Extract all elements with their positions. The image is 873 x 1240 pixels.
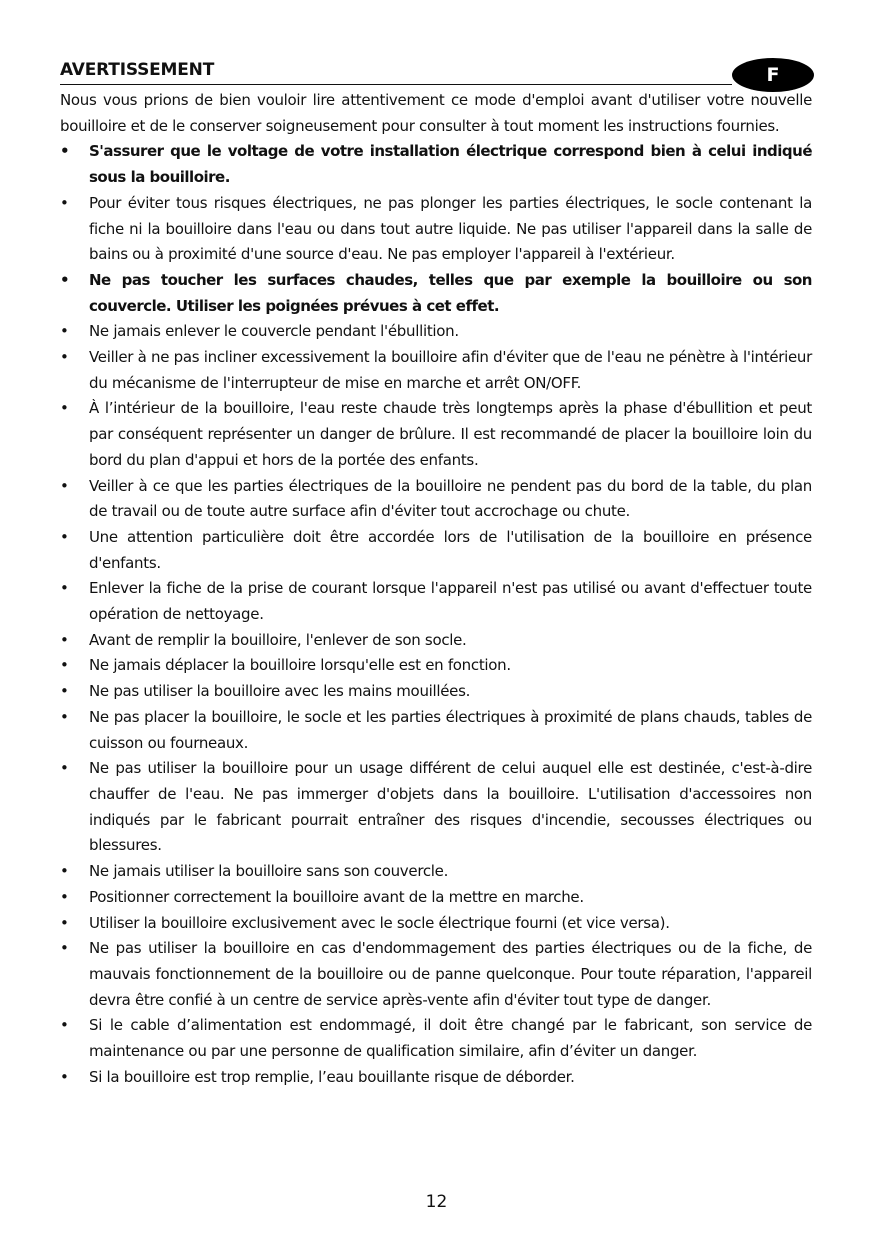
list-item: • Veiller à ne pas incliner excessivement la bouilloire afin d'éviter que de l'eau ne pénètre à l'intérieur du mécanisme de l'interrupteur de mise en marche et arrêt ON/OFF. [60, 345, 812, 396]
list-item: • Si la bouilloire est trop remplie, l’eau bouillante risque de déborder. [60, 1065, 812, 1091]
list-item: • Ne pas utiliser la bouilloire en cas d'endommagement des parties électriques ou de la fiche, de mauvais fonctionnement de la bouilloire ou de panne quelconque. Pour toute réparation, l'appareil devra être confié à un centre de service après-vente afin d'éviter tout type de danger. [60, 936, 812, 1013]
title-underline [60, 84, 732, 85]
list-item: • Positionner correctement la bouilloire avant de la mettre en marche. [60, 885, 812, 911]
list-item: • Ne jamais utiliser la bouilloire sans son couvercle. [60, 859, 812, 885]
list-item: • Ne pas toucher les surfaces chaudes, telles que par exemple la bouilloire ou son couvercle. Utiliser les poignées prévues à cet effet. [60, 268, 812, 319]
warning-list [60, 139, 812, 1090]
page-header [60, 58, 812, 88]
warning-content [60, 88, 812, 1090]
page-number: 12 [425, 1192, 448, 1212]
list-item: • Une attention particulière doit être accordée lors de l'utilisation de la bouilloire en présence d'enfants. [60, 525, 812, 576]
language-badge: F [732, 58, 814, 92]
list-item: • Enlever la fiche de la prise de courant lorsque l'appareil n'est pas utilisé ou avant d'effectuer toute opération de nettoyage. [60, 576, 812, 627]
list-item: • Ne pas utiliser la bouilloire pour un usage différent de celui auquel elle est destinée, c'est-à-dire chauffer de l'eau. Ne pas immerger d'objets dans la bouilloire. L'utilisation d'accessoires non indiqués par le fabricant pourrait entraîner des risques d'incendie, secousses électriques ou blessures. [60, 756, 812, 859]
list-item: • Veiller à ce que les parties électriques de la bouilloire ne pendent pas du bord de la table, du plan de travail ou de toute autre surface afin d'éviter tout accrochage ou chute. [60, 474, 812, 525]
section-title: AVERTISSEMENT [60, 60, 215, 80]
list-item: • Ne jamais enlever le couvercle pendant l'ébullition. [60, 319, 812, 345]
intro-paragraph: Nous vous prions de bien vouloir lire attentivement ce mode d'emploi avant d'utiliser votre nouvelle bouilloire et de le conserver soigneusement pour consulter à tout moment les instructions fournies. [60, 91, 812, 135]
list-item: • Si le cable d’alimentation est endommagé, il doit être changé par le fabricant, son service de maintenance ou par une personne de qualification similaire, afin d’éviter un danger. [60, 1013, 812, 1064]
list-item: • S'assurer que le voltage de votre installation électrique correspond bien à celui indiqué sous la bouilloire. [60, 139, 812, 190]
list-item: • Pour éviter tous risques électriques, ne pas plonger les parties électriques, le socle contenant la fiche ni la bouilloire dans l'eau ou dans tout autre liquide. Ne pas utiliser l'appareil dans la salle de bains ou à proximité d'une source d'eau. Ne pas employer l'appareil à l'extérieur. [60, 191, 812, 268]
list-item: • Ne pas placer la bouilloire, le socle et les parties électriques à proximité de plans chauds, tables de cuisson ou fourneaux. [60, 705, 812, 756]
list-item: • Ne jamais déplacer la bouilloire lorsqu'elle est en fonction. [60, 653, 812, 679]
list-item: • À l’intérieur de la bouilloire, l'eau reste chaude très longtemps après la phase d'ébullition et peut par conséquent représenter un danger de brûlure. Il est recommandé de placer la bouilloire loin du bord du plan d'appui et hors de la portée des enfants. [60, 396, 812, 473]
list-item: • Avant de remplir la bouilloire, l'enlever de son socle. [60, 628, 812, 654]
list-item: • Utiliser la bouilloire exclusivement avec le socle électrique fourni (et vice versa). [60, 911, 812, 937]
list-item: • Ne pas utiliser la bouilloire avec les mains mouillées. [60, 679, 812, 705]
